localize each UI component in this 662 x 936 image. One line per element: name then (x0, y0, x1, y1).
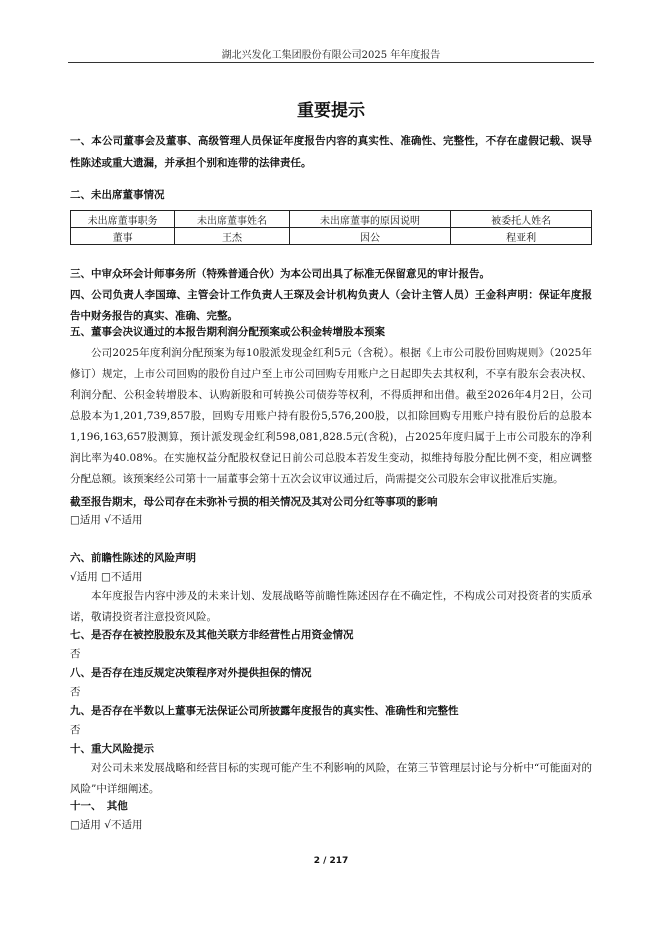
running-header: 湖北兴发化工集团股份有限公司2025 年年度报告 (221, 50, 441, 61)
table-cell: 程亚利 (451, 228, 592, 245)
page-number: 2 / 217 (313, 856, 349, 866)
table-header-cell: 未出席董事职务 (71, 211, 175, 228)
section-5-subheading: 截至报告期末，母公司存在未弥补亏损的相关情况及其对公司分红等事项的影响 (70, 496, 438, 508)
section-3-statement: 三、中审众环会计师事务所（特殊普通合伙）为本公司出具了标准无保留意见的审计报告。 (70, 268, 490, 280)
page-title: 重要提示 (297, 101, 365, 121)
table-header-cell: 未出席董事的原因说明 (289, 211, 451, 228)
section-9-heading: 九、是否存在半数以上董事无法保证公司所披露年度报告的真实性、准确性和完整性 (70, 705, 459, 717)
table-cell: 董事 (71, 228, 175, 245)
section-6-applicability: √适用 □不适用 (70, 571, 143, 583)
section-11-applicability: □适用 √不适用 (70, 819, 143, 831)
section-7-heading: 七、是否存在被控股股东及其他关联方非经营性占用资金情况 (70, 629, 354, 641)
table-header-row (71, 211, 592, 228)
section-2-heading: 二、未出席董事情况 (70, 189, 165, 201)
section-10-body: 对公司未来发展战略和经营目标的实现可能产生不利影响的风险，在第三节管理层讨论与分析中“可能面对的风险”中详细阐述。 (70, 762, 592, 795)
table-cell: 因公 (289, 228, 451, 245)
section-8-answer: 否 (70, 686, 81, 698)
section-1-statement: 一、本公司董事会及董事、高级管理人员保证年度报告内容的真实性、准确性、完整性，不存在虚假记载、误导性陈述或重大遗漏，并承担个别和连带的法律责任。 (70, 135, 592, 169)
section-5-body: 公司2025年度利润分配预案为每10股派发现金红利5元（含税）。根据《上市公司股份回购规则》（2025年修订）规定，上市公司回购的股份自过户至上市公司回购专用账户之日起即失去其权利，不享有股东会表决权、利润分配、公积金转增股本、认购新股和可转换公司债券等权利，不得质押和出借。截至2026年4月2日，公司总股本为1,201,739,857股，回购专用账户持有股份5,576,200股，以扣除回购专用账户持有股份后的总股本1,196,163,657股测算，预计派发现金红利598,081,828.5元(含税)，占2025年度归属于上市公司股东的净利润比率为40.08%。在实施权益分配股权登记日前公司总股本若发生变动，拟维持每股分配比例不变，相应调整分配总额。该预案经公司第十一届董事会第十五次会议审议通过后，尚需提交公司股东会审议批准后实施。 (70, 347, 592, 485)
section-5-heading: 五、董事会决议通过的本报告期利润分配预案或公积金转增股本预案 (70, 326, 385, 338)
section-4-statement: 四、公司负责人李国璋、主管会计工作负责人王琛及会计机构负责人（会计主管人员）王金科声明：保证年度报告中财务报告的真实、准确、完整。 (70, 289, 592, 322)
section-7-answer: 否 (70, 648, 81, 660)
section-6-heading: 六、前瞻性陈述的风险声明 (70, 552, 196, 564)
section-5-applicability: □适用 √不适用 (70, 514, 143, 526)
table-cell: 王杰 (175, 228, 290, 245)
section-9-answer: 否 (70, 724, 81, 736)
table-header-cell: 被委托人姓名 (451, 211, 592, 228)
section-10-heading: 十、重大风险提示 (70, 743, 154, 755)
table-header-cell: 未出席董事姓名 (175, 211, 290, 228)
absent-directors-table (70, 210, 592, 245)
section-6-body: 本年度报告内容中涉及的未来计划、发展战略等前瞻性陈述因存在不确定性，不构成公司对投资者的实质承诺，敬请投资者注意投资风险。 (70, 590, 592, 623)
section-8-heading: 八、是否存在违反规定决策程序对外提供担保的情况 (70, 667, 312, 679)
header-divider (68, 62, 594, 63)
table-row (71, 228, 592, 245)
section-11-heading: 十一、 其他 (70, 800, 128, 812)
